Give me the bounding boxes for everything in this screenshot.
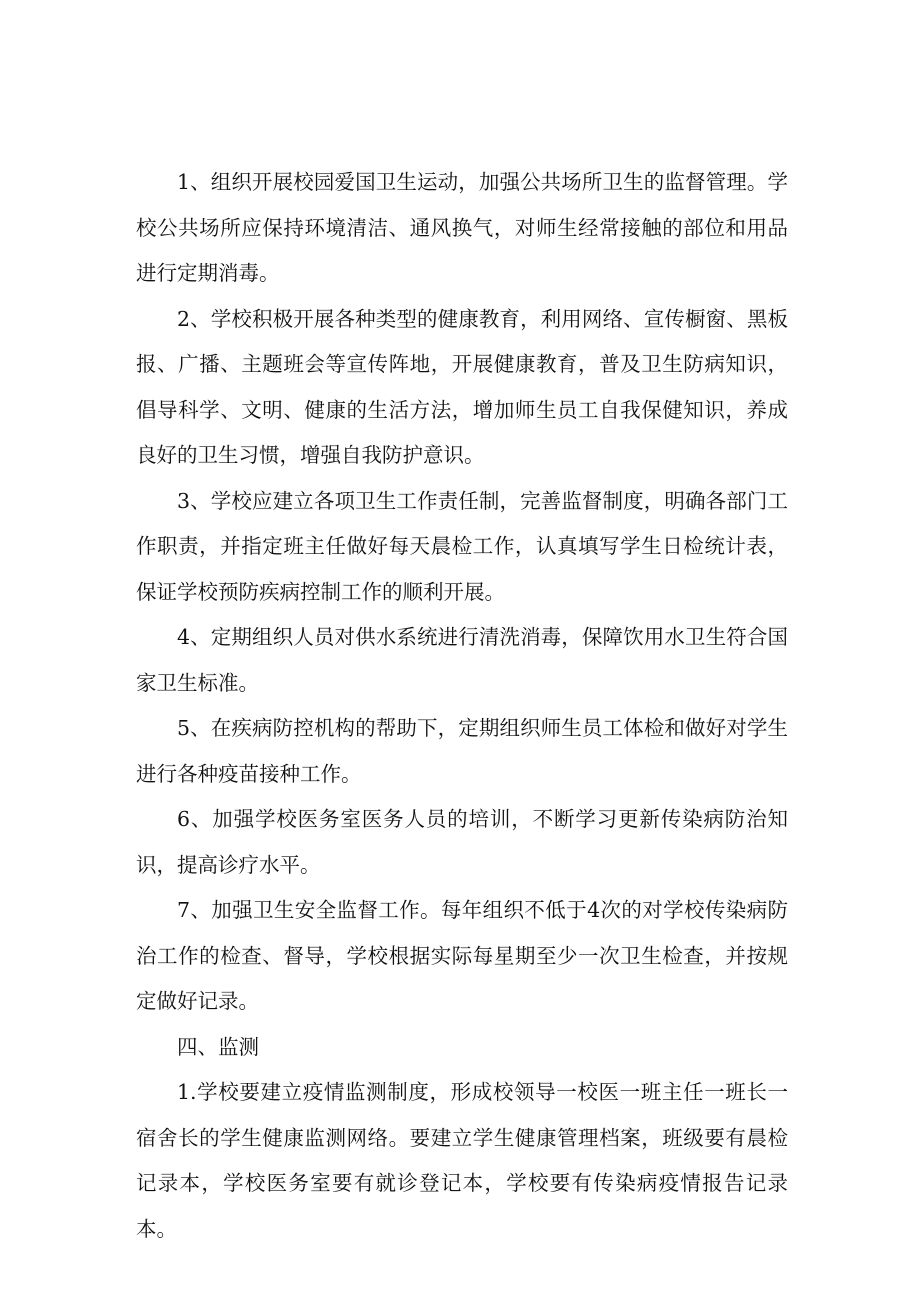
- paragraph-monitoring-1: 1.学校要建立疫情监测制度，形成校领导一校医一班主任一班长一宿舍长的学生健康监测网络。要建立学生健康管理档案，班级要有晨检记录本，学校医务室要有就诊登记本，学校要有传染病疫情报告记录本。: [136, 1080, 788, 1241]
- paragraph-item-3: 3、学校应建立各项卫生工作责任制，完善监督制度，明确各部门工作职责，并指定班主任做好每天晨检工作，认真填写学生日检统计表，保证学校预防疾病控制工作的顺利开展。: [136, 488, 788, 604]
- paragraph-item-2: 2、学校积极开展各种类型的健康教育，利用网络、宣传橱窗、黑板报、广播、主题班会等宣传阵地，开展健康教育，普及卫生防病知识，倡导科学、文明、健康的生活方法，增加师生员工自我保健知识，养成良好的卫生习惯，增强自我防护意识。: [136, 306, 788, 467]
- section-heading-monitoring: 四、监测: [177, 1034, 259, 1059]
- paragraph-item-7: 7、加强卫生安全监督工作。每年组织不低于4次的对学校传染病防治工作的检查、督导，学校根据实际每星期至少一次卫生检查，并按规定做好记录。: [136, 898, 788, 1013]
- paragraph-item-5: 5、在疾病防控机构的帮助下，定期组织师生员工体检和做好对学生进行各种疫苗接种工作。: [136, 716, 788, 786]
- paragraph-item-6: 6、加强学校医务室医务人员的培训，不断学习更新传染病防治知识，提高诊疗水平。: [136, 807, 788, 877]
- paragraph-item-4: 4、定期组织人员对供水系统进行清洗消毒，保障饮用水卫生符合国家卫生标准。: [136, 625, 788, 695]
- document-body: [136, 160, 788, 1252]
- paragraph-item-1: 1、组织开展校园爱国卫生运动，加强公共场所卫生的监督管理。学校公共场所应保持环境清洁、通风换气，对师生经常接触的部位和用品进行定期消毒。: [136, 170, 788, 285]
